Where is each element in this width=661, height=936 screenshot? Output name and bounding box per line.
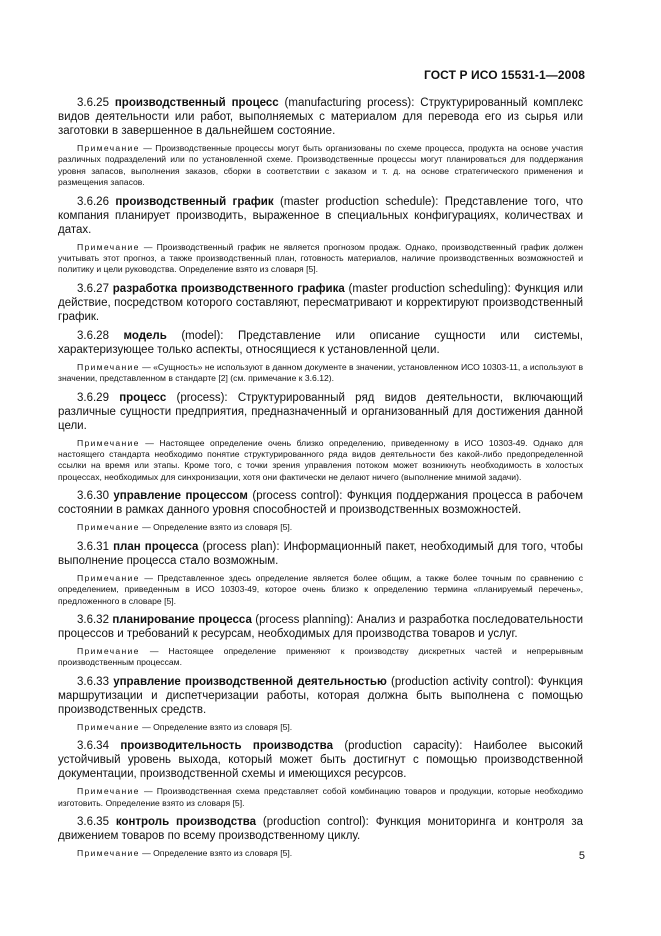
note-label: Примечание [77, 721, 140, 732]
term-definition: Структурированный ряд видов деятельности, включающий различные сущности предприятия, предназначенный и организованный для достижения данной цели. [58, 391, 583, 432]
term-note [58, 438, 583, 484]
note-text: — Производственный график не является прогнозом продаж. Однако, производственный график должен учитывать этот прогноз, а также производственный план, готовность материалов, наличие производственных возможностей и политику и цели руководства. Определение взято из словаря [5]. [58, 241, 583, 275]
standard-header: ГОСТ Р ИСО 15531-1—2008 [423, 68, 585, 82]
term-number: 3.6.29 [77, 391, 109, 404]
note-text: — Производственные процессы могут быть организованы по схеме процесса, продукта на основе участия различных подразделений или по установленной схеме. Производственные процессы могут планироваться для поддержания уровня запасов, выполнения заказов, сборки в соответствии с заказом и т. д. на основе стратегического применения и размещения запасов. [58, 143, 584, 188]
term-entry [58, 540, 583, 568]
term-number: 3.6.32 [77, 613, 109, 626]
term-definition: Структурированный комплекс видов деятельности или работ, выполняемых с материалом для перевода его из сырья или заготовки в завершенное в дальнейшем состояние. [58, 97, 584, 137]
term-title: производственный процесс [114, 97, 279, 109]
note-text: — Определение взято из словаря [5]. [142, 721, 293, 732]
term-definition: Функция мониторинга и контроля за движением товаров по всему производственному циклу. [58, 815, 583, 842]
note-label: Примечание [77, 522, 140, 533]
term-definition: Функция маршрутизации и диспетчеризации работы, которая должна быть выполнена с помощью производственных средств. [58, 675, 583, 716]
term-definition: Анализ и разработка последовательности процессов и требований к ресурсам, необходимых для производства товаров и услуг. [58, 613, 583, 640]
note-text: — Определение взято из словаря [5]. [142, 522, 293, 533]
term-english: (production control): [262, 815, 369, 828]
term-number: 3.6.27 [77, 282, 109, 295]
term-title: управление процессом [113, 490, 248, 503]
note-label: Примечание [77, 241, 140, 252]
term-definition: Представление или описание сущности или системы, характеризующее только аспекты, относящиеся к установленной цели. [58, 329, 583, 356]
term-note [58, 646, 583, 669]
term-entry [58, 96, 583, 138]
term-number: 3.6.26 [77, 195, 109, 208]
term-title: модель [123, 329, 167, 342]
term-english: (master production scheduling): [348, 282, 511, 295]
term-definition: Функция или действие, посредством которого составляют, пересматривают и корректируют производственный график. [58, 282, 584, 323]
note-label: Примечание [77, 572, 140, 583]
term-english: (master production schedule): [280, 195, 439, 208]
term-definition: Наиболее высокий устойчивый уровень выхода, который может быть достигнут с помощью производственной документации, производственной схемы и имеющихся ресурсов. [58, 740, 583, 781]
term-title: процесс [119, 391, 167, 404]
term-entry [58, 613, 583, 641]
term-number: 3.6.25 [77, 97, 109, 109]
note-label: Примечание [77, 786, 140, 797]
term-definition: Информационный пакет, необходимый для того, чтобы выполнение процесса стало возможным. [58, 540, 584, 567]
note-label: Примечание [77, 361, 140, 372]
term-entry [58, 739, 583, 781]
term-number: 3.6.28 [77, 329, 109, 342]
term-note [58, 573, 583, 607]
term-note [58, 362, 583, 385]
term-number: 3.6.30 [77, 490, 109, 503]
term-note [58, 848, 583, 859]
term-entry [58, 195, 583, 237]
term-title: разработка производственного графика [112, 282, 345, 295]
note-label: Примечание [77, 645, 140, 656]
term-english: (model): [181, 329, 224, 342]
term-entry [58, 489, 583, 517]
term-entry [58, 815, 583, 843]
note-text: — «Сущность» не используют в данном документе в значении, установленном ИСО 10303-11, а используют в значении, представленном в стандарте [2] (см. примечание к 3.6.12). [58, 361, 584, 384]
note-label: Примечание [77, 437, 140, 448]
term-english: (manufacturing process): [284, 97, 415, 109]
term-title: производительность производства [120, 740, 333, 753]
terms-section [58, 96, 583, 865]
term-entry [58, 282, 583, 324]
term-entry [58, 391, 583, 433]
term-english: (production activity control): [391, 675, 534, 688]
term-entry [58, 675, 583, 717]
term-title: производственный график [115, 195, 274, 208]
term-title: контроль производства [115, 815, 257, 828]
note-text: — Представленное здесь определение является более общим, а также более точным по сравнению с определением, приведенным в ИСО 10303-49, которое очень близко к определению термина «планируемый перечень», предложенного в словаре [5]. [58, 572, 584, 606]
term-number: 3.6.35 [77, 815, 109, 828]
term-note [58, 242, 583, 276]
term-entry [58, 329, 583, 357]
term-definition: Функция поддержания процесса в рабочем состоянии в рамках данного уровня способностей и производственных возможностей. [58, 490, 583, 517]
note-text: — Настоящее определение применяют к производству дискретных частей и непрерывным производственным процессам. [58, 645, 583, 668]
term-title: планирование процесса [112, 613, 252, 626]
term-title: управление производственной деятельностью [113, 675, 387, 688]
term-english: (process plan): [202, 540, 280, 553]
note-label: Примечание [77, 143, 140, 153]
term-number: 3.6.34 [77, 740, 109, 753]
note-text: — Настоящее определение очень близко определению, приведенному в ИСО 10303-49. Однако для настоящего стандарта необходимо понятие структурированного ряда видов деятельности без какой-либо предопределенной ссылки на время или этапы. Кроме того, с точки зрения управления потоком может возникнуть необходимость в холостых процессах, необходимых для синхронизации, хотя они фактически не делают ничего (выполнение мнимой задачи). [58, 437, 583, 482]
term-english: (process control): [252, 490, 343, 503]
term-english: (process planning): [255, 613, 354, 626]
note-text: — Определение взято из словаря [5]. [142, 847, 293, 858]
term-note [58, 522, 583, 533]
term-number: 3.6.31 [77, 540, 109, 553]
page-number: 5 [578, 850, 585, 862]
term-title: план процесса [113, 540, 199, 553]
note-label: Примечание [77, 847, 140, 858]
term-definition: Представление того, что компания планирует производить, выраженное в специальных конфигурациях, количествах и датах. [58, 195, 584, 236]
term-note [58, 722, 583, 733]
term-english: (process): [176, 391, 228, 404]
term-note [58, 786, 583, 809]
term-number: 3.6.33 [77, 675, 109, 688]
note-text: — Производственная схема представляет собой комбинацию товаров и продукции, которые необходимо изготовить. Определение взято из словаря [5]. [58, 786, 584, 808]
term-note [58, 143, 583, 189]
term-english: (production capacity): [344, 740, 463, 753]
